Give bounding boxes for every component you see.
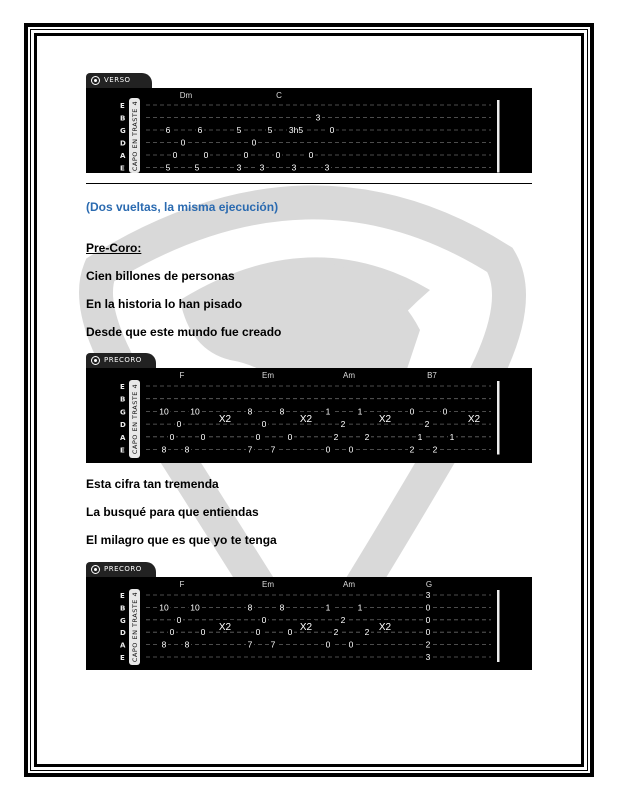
fret-number: 0 [425, 602, 431, 613]
end-barline [497, 100, 500, 173]
chord-name: Dm [179, 91, 193, 100]
fret-number: 8 [279, 406, 285, 417]
repeat-mark: X2 [299, 622, 313, 633]
repeat-mark: X2 [378, 413, 392, 425]
fret-number: 3 [425, 590, 431, 600]
fret-number: 3h5 [288, 125, 304, 135]
verse-tab-block [86, 73, 532, 173]
fret-number: 0 [425, 627, 431, 638]
string-name: A [120, 641, 126, 650]
lyric-line: Desde que este mundo fue creado [86, 325, 282, 339]
fret-number: 0 [308, 150, 314, 160]
chord-name: Am [343, 371, 355, 380]
precoro-tab-block-2 [86, 562, 532, 672]
string-name: B [120, 114, 126, 123]
fret-number: 10 [190, 406, 200, 417]
fret-number: 0 [255, 431, 261, 442]
fret-number: 0 [255, 627, 261, 638]
string-name: B [120, 395, 126, 404]
fret-number: 7 [270, 444, 276, 455]
fret-number: 0 [325, 639, 331, 650]
precoro-tab-staff-2 [86, 577, 532, 670]
fret-number: 6 [197, 125, 203, 135]
fret-number: 0 [203, 150, 209, 160]
fret-number: 3 [291, 162, 297, 173]
fret-number: 5 [236, 125, 242, 135]
precoro-tab-block-1 [86, 353, 532, 463]
fret-number: 1 [417, 431, 423, 442]
fret-number: 0 [261, 614, 267, 625]
pick-icon [91, 76, 100, 85]
fret-number: 10 [159, 406, 169, 417]
fret-number: 0 [348, 444, 354, 455]
string-name: G [120, 408, 126, 417]
fret-number: 2 [340, 614, 346, 625]
precoro-tab-svg-1 [86, 368, 532, 463]
string-name: E [120, 164, 125, 173]
fret-number: 0 [169, 627, 175, 638]
fret-number: 7 [270, 639, 276, 650]
end-barline [497, 590, 500, 662]
fret-number: 1 [357, 602, 363, 613]
repeat-mark: X2 [218, 413, 232, 425]
fret-number: 0 [425, 614, 431, 625]
fret-number: 10 [190, 602, 200, 613]
repeat-mark: X2 [467, 413, 481, 425]
fret-number: 3 [324, 162, 330, 173]
fret-number: 0 [180, 137, 186, 148]
fret-number: 5 [194, 162, 200, 173]
repeat-mark: X2 [299, 413, 313, 425]
string-name: B [120, 604, 126, 613]
verse-tab-staff [86, 88, 532, 173]
fret-number: 2 [340, 419, 346, 430]
capo-label: CAPO EN TRASTE 4 [129, 589, 140, 665]
repeat-mark: X2 [218, 622, 232, 633]
fret-number: 0 [169, 431, 175, 442]
chord-name: Em [262, 371, 274, 380]
fret-number: 0 [176, 614, 182, 625]
precoro-tab-staff-1 [86, 368, 532, 463]
lyric-line: En la historia lo han pisado [86, 297, 243, 311]
string-name: D [120, 139, 126, 148]
fret-number: 3 [425, 652, 431, 662]
fret-number: 3 [315, 112, 321, 123]
fret-number: 10 [159, 602, 169, 613]
chord-name: G [425, 580, 433, 589]
lyric-line: Cien billones de personas [86, 269, 235, 283]
fret-number: 0 [176, 419, 182, 430]
fret-number: 8 [247, 406, 253, 417]
fret-number: 2 [333, 431, 339, 442]
fret-number: 0 [287, 431, 293, 442]
precoro-tab-label: PRECORO [86, 562, 156, 577]
fret-number: 2 [409, 444, 415, 455]
string-name: E [120, 446, 125, 455]
pick-icon [91, 356, 100, 365]
fret-number: 0 [251, 137, 257, 148]
string-name: G [120, 127, 126, 135]
string-name: D [120, 629, 126, 638]
fret-number: 2 [424, 419, 430, 430]
repeat-mark: X2 [378, 622, 392, 633]
fret-number: 8 [161, 444, 167, 455]
fret-number: 1 [449, 431, 455, 442]
fret-number: 8 [184, 639, 190, 650]
repeat-note: (Dos vueltas, la misma ejecución) [86, 200, 279, 214]
fret-number: 2 [425, 639, 431, 650]
fret-number: 1 [325, 406, 331, 417]
fret-number: 2 [364, 431, 370, 442]
verse-tab-svg [86, 88, 532, 173]
fret-number: 1 [325, 602, 331, 613]
fret-number: 2 [432, 444, 438, 455]
fret-number: 2 [364, 627, 370, 638]
precoro-heading: Pre-Coro: [86, 241, 142, 255]
string-name: D [120, 421, 126, 430]
string-name: A [120, 433, 126, 442]
fret-number: 0 [287, 627, 293, 638]
fret-number: 8 [247, 602, 253, 613]
pick-icon [91, 565, 100, 574]
chord-name: B7 [427, 371, 437, 380]
lyric-line: El milagro que es que yo te tenga [86, 533, 277, 547]
end-barline [497, 381, 500, 455]
fret-number: 0 [329, 125, 335, 135]
fret-number: 0 [442, 406, 448, 417]
chord-name: F [179, 580, 185, 589]
fret-number: 0 [200, 431, 206, 442]
chord-name: Am [343, 580, 355, 589]
verse-tab-label: VERSO [86, 73, 152, 88]
lyric-line: La busqué para que entiendas [86, 505, 259, 519]
fret-number: 6 [165, 125, 171, 135]
fret-number: 1 [357, 406, 363, 417]
chord-name: Em [262, 580, 274, 589]
string-name: E [120, 383, 125, 391]
string-name: A [120, 152, 126, 160]
string-name: E [120, 654, 125, 662]
fret-number: 0 [200, 627, 206, 638]
fret-number: 0 [261, 419, 267, 430]
fret-number: 0 [243, 150, 249, 160]
fret-number: 0 [172, 150, 178, 160]
string-name: G [120, 616, 126, 625]
fret-number: 5 [267, 125, 273, 135]
fret-number: 3 [259, 162, 265, 173]
fret-number: 2 [333, 627, 339, 638]
fret-number: 7 [247, 444, 253, 455]
fret-number: 0 [275, 150, 281, 160]
precoro-tab-svg-2 [86, 577, 532, 670]
capo-label: CAPO EN TRASTE 4 [129, 380, 140, 458]
fret-number: 0 [409, 406, 415, 417]
fret-number: 5 [165, 162, 171, 173]
string-name: E [120, 102, 125, 110]
precoro-tab-label: PRECORO [86, 353, 156, 368]
fret-number: 8 [279, 602, 285, 613]
string-name: E [120, 592, 125, 600]
lyric-line: Esta cifra tan tremenda [86, 477, 219, 491]
fret-number: 3 [236, 162, 242, 173]
fret-number: 8 [184, 444, 190, 455]
fret-number: 8 [161, 639, 167, 650]
fret-number: 7 [247, 639, 253, 650]
chord-name: C [276, 91, 282, 100]
divider [86, 183, 532, 184]
capo-label: CAPO EN TRASTE 4 [129, 98, 140, 173]
fret-number: 0 [348, 639, 354, 650]
chord-name: F [179, 371, 185, 380]
fret-number: 0 [325, 444, 331, 455]
